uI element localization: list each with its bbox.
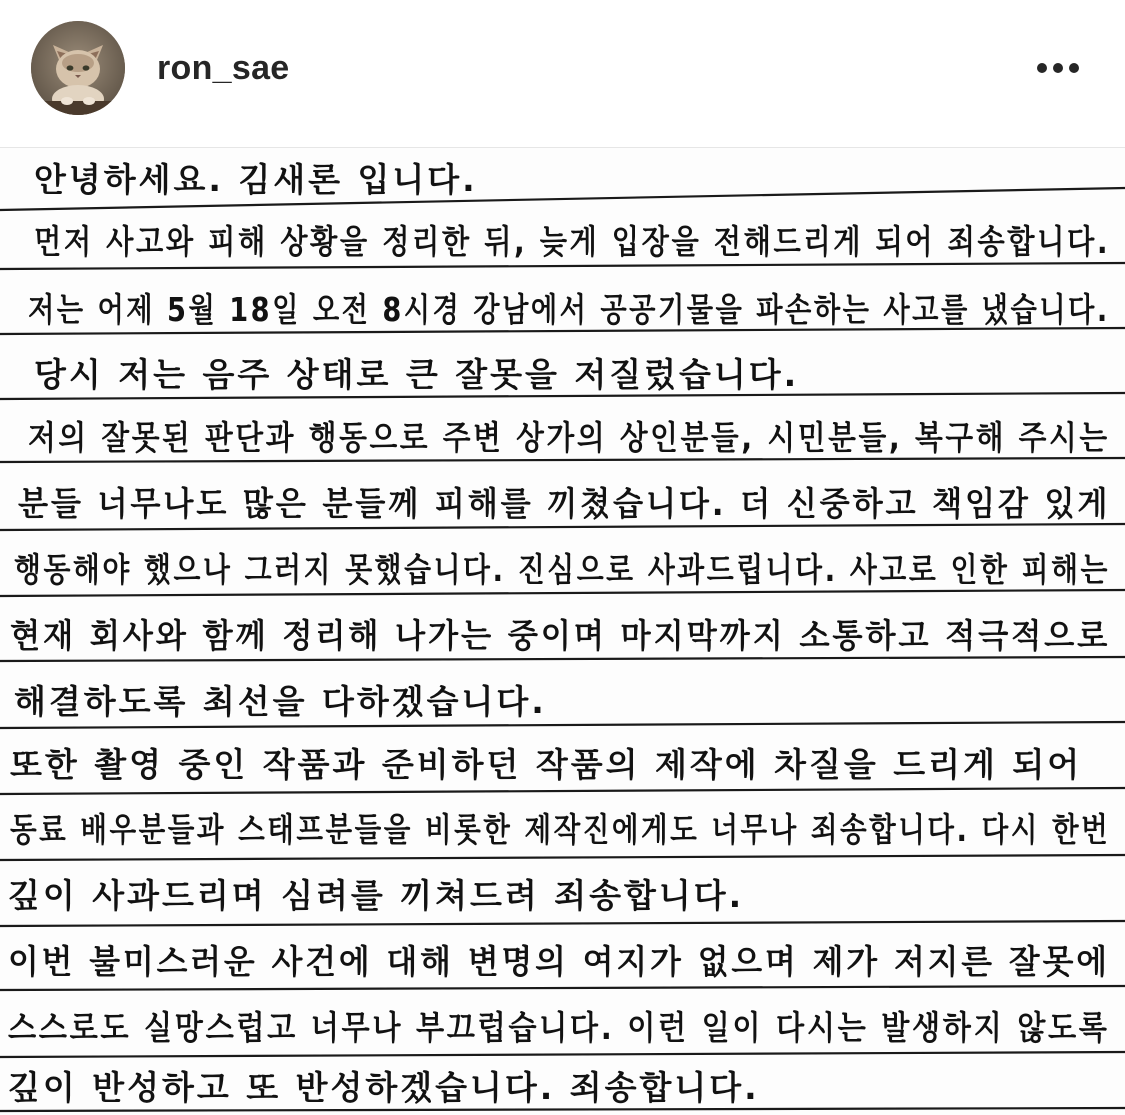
letter-line: 저는 어제 5월 18일 오전 8시경 강남에서 공공기물을 파손하는 사고를 냈습니다. <box>28 290 1110 329</box>
post-username[interactable]: ron_sae <box>157 49 290 87</box>
more-options-icon[interactable] <box>1030 50 1086 86</box>
more-dot-icon <box>1069 63 1079 73</box>
letter-line: 현재 회사와 함께 정리해 나가는 중이며 마지막까지 소통하고 적극적으로 <box>10 616 1111 655</box>
handwritten-letter <box>0 148 1125 1115</box>
post-header <box>0 0 1125 138</box>
cat-avatar-icon[interactable] <box>31 21 125 115</box>
letter-text <box>0 148 1125 1115</box>
letter-line: 먼저 사고와 피해 상황을 정리한 뒤, 늦게 입장을 전해드리게 되어 죄송합니다. <box>34 222 1111 261</box>
letter-line: 깊이 사과드리며 심려를 끼쳐드려 죄송합니다. <box>8 876 745 915</box>
letter-line: 이번 불미스러운 사건에 대해 변명의 여지가 없으며 제가 저지른 잘못에 <box>8 942 1110 981</box>
letter-line: 스스로도 실망스럽고 너무나 부끄럽습니다. 이런 일이 다시는 발생하지 않도록 <box>8 1008 1110 1047</box>
letter-line: 또한 촬영 중인 작품과 준비하던 작품의 제작에 차질을 드리게 되어 <box>10 745 1083 784</box>
letter-line: 분들 너무나도 많은 분들께 피해를 끼쳤습니다. 더 신중하고 책임감 있게 <box>18 484 1111 523</box>
more-dot-icon <box>1053 63 1063 73</box>
letter-line: 해결하도록 최선을 다하겠습니다. <box>14 682 547 721</box>
letter-line: 당시 저는 음주 상태로 큰 잘못을 저질렀습니다. <box>34 355 800 394</box>
more-dot-icon <box>1037 63 1047 73</box>
letter-line: 저의 잘못된 판단과 행동으로 주변 상가의 상인분들, 시민분들, 복구해 주시는 <box>28 418 1110 457</box>
letter-line: 안녕하세요. 김새론 입니다. <box>34 160 478 199</box>
letter-line: 동료 배우분들과 스태프분들을 비롯한 제작진에게도 너무나 죄송합니다. 다시 한번 <box>10 810 1111 849</box>
letter-line: 깊이 반성하고 또 반성하겠습니다. 죄송합니다. <box>8 1068 760 1107</box>
letter-line: 행동해야 했으나 그러지 못했습니다. 진심으로 사과드립니다. 사고로 인한 피해는 <box>14 550 1111 589</box>
